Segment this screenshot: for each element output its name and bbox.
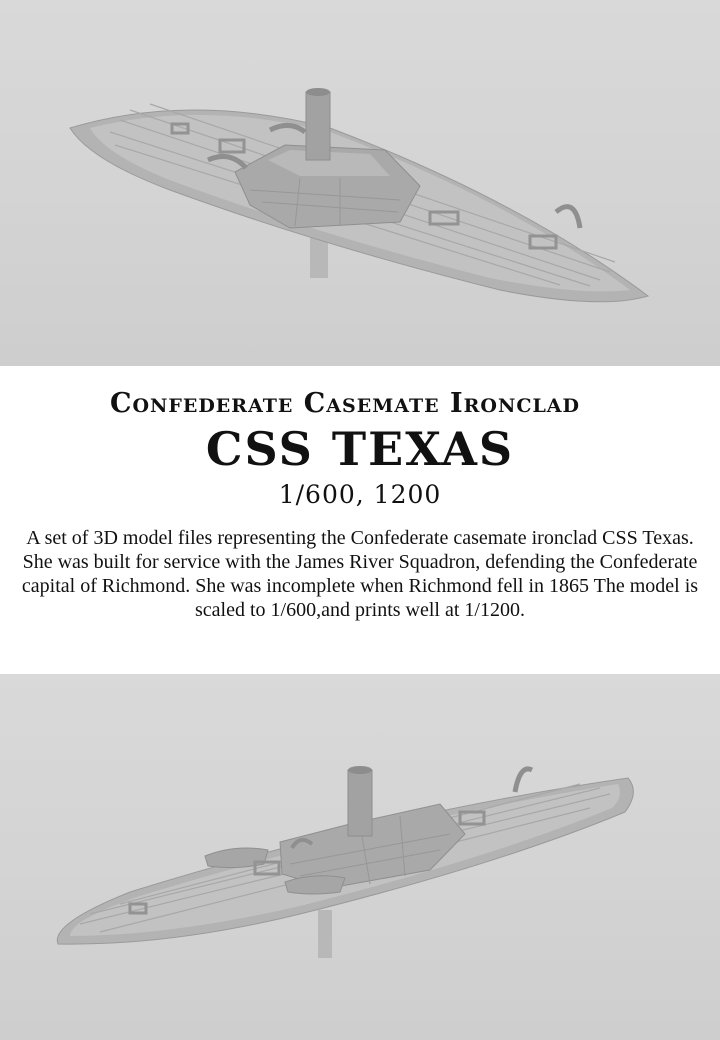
text-panel (0, 366, 720, 674)
ship-render-bottom-view (0, 674, 720, 1040)
page-title: CSS TEXAS (205, 422, 515, 476)
subtitle: Confederate Casemate Ironclad (109, 388, 581, 419)
ironclad-model-image (0, 0, 720, 366)
scale-label: 1/600, 1200 (278, 480, 442, 509)
ship-render-top-view (0, 0, 720, 366)
ironclad-model-image (0, 674, 720, 1040)
description-text: A set of 3D model files representing the Confederate casemate ironclad CSS Texas. She was built for service with the James River Squadron, defending the Confederate capital of Richmond. She was incomplete when Richmond fell in 1865 The model is scaled to 1/600,and prints well at 1/1200. (21, 527, 699, 621)
